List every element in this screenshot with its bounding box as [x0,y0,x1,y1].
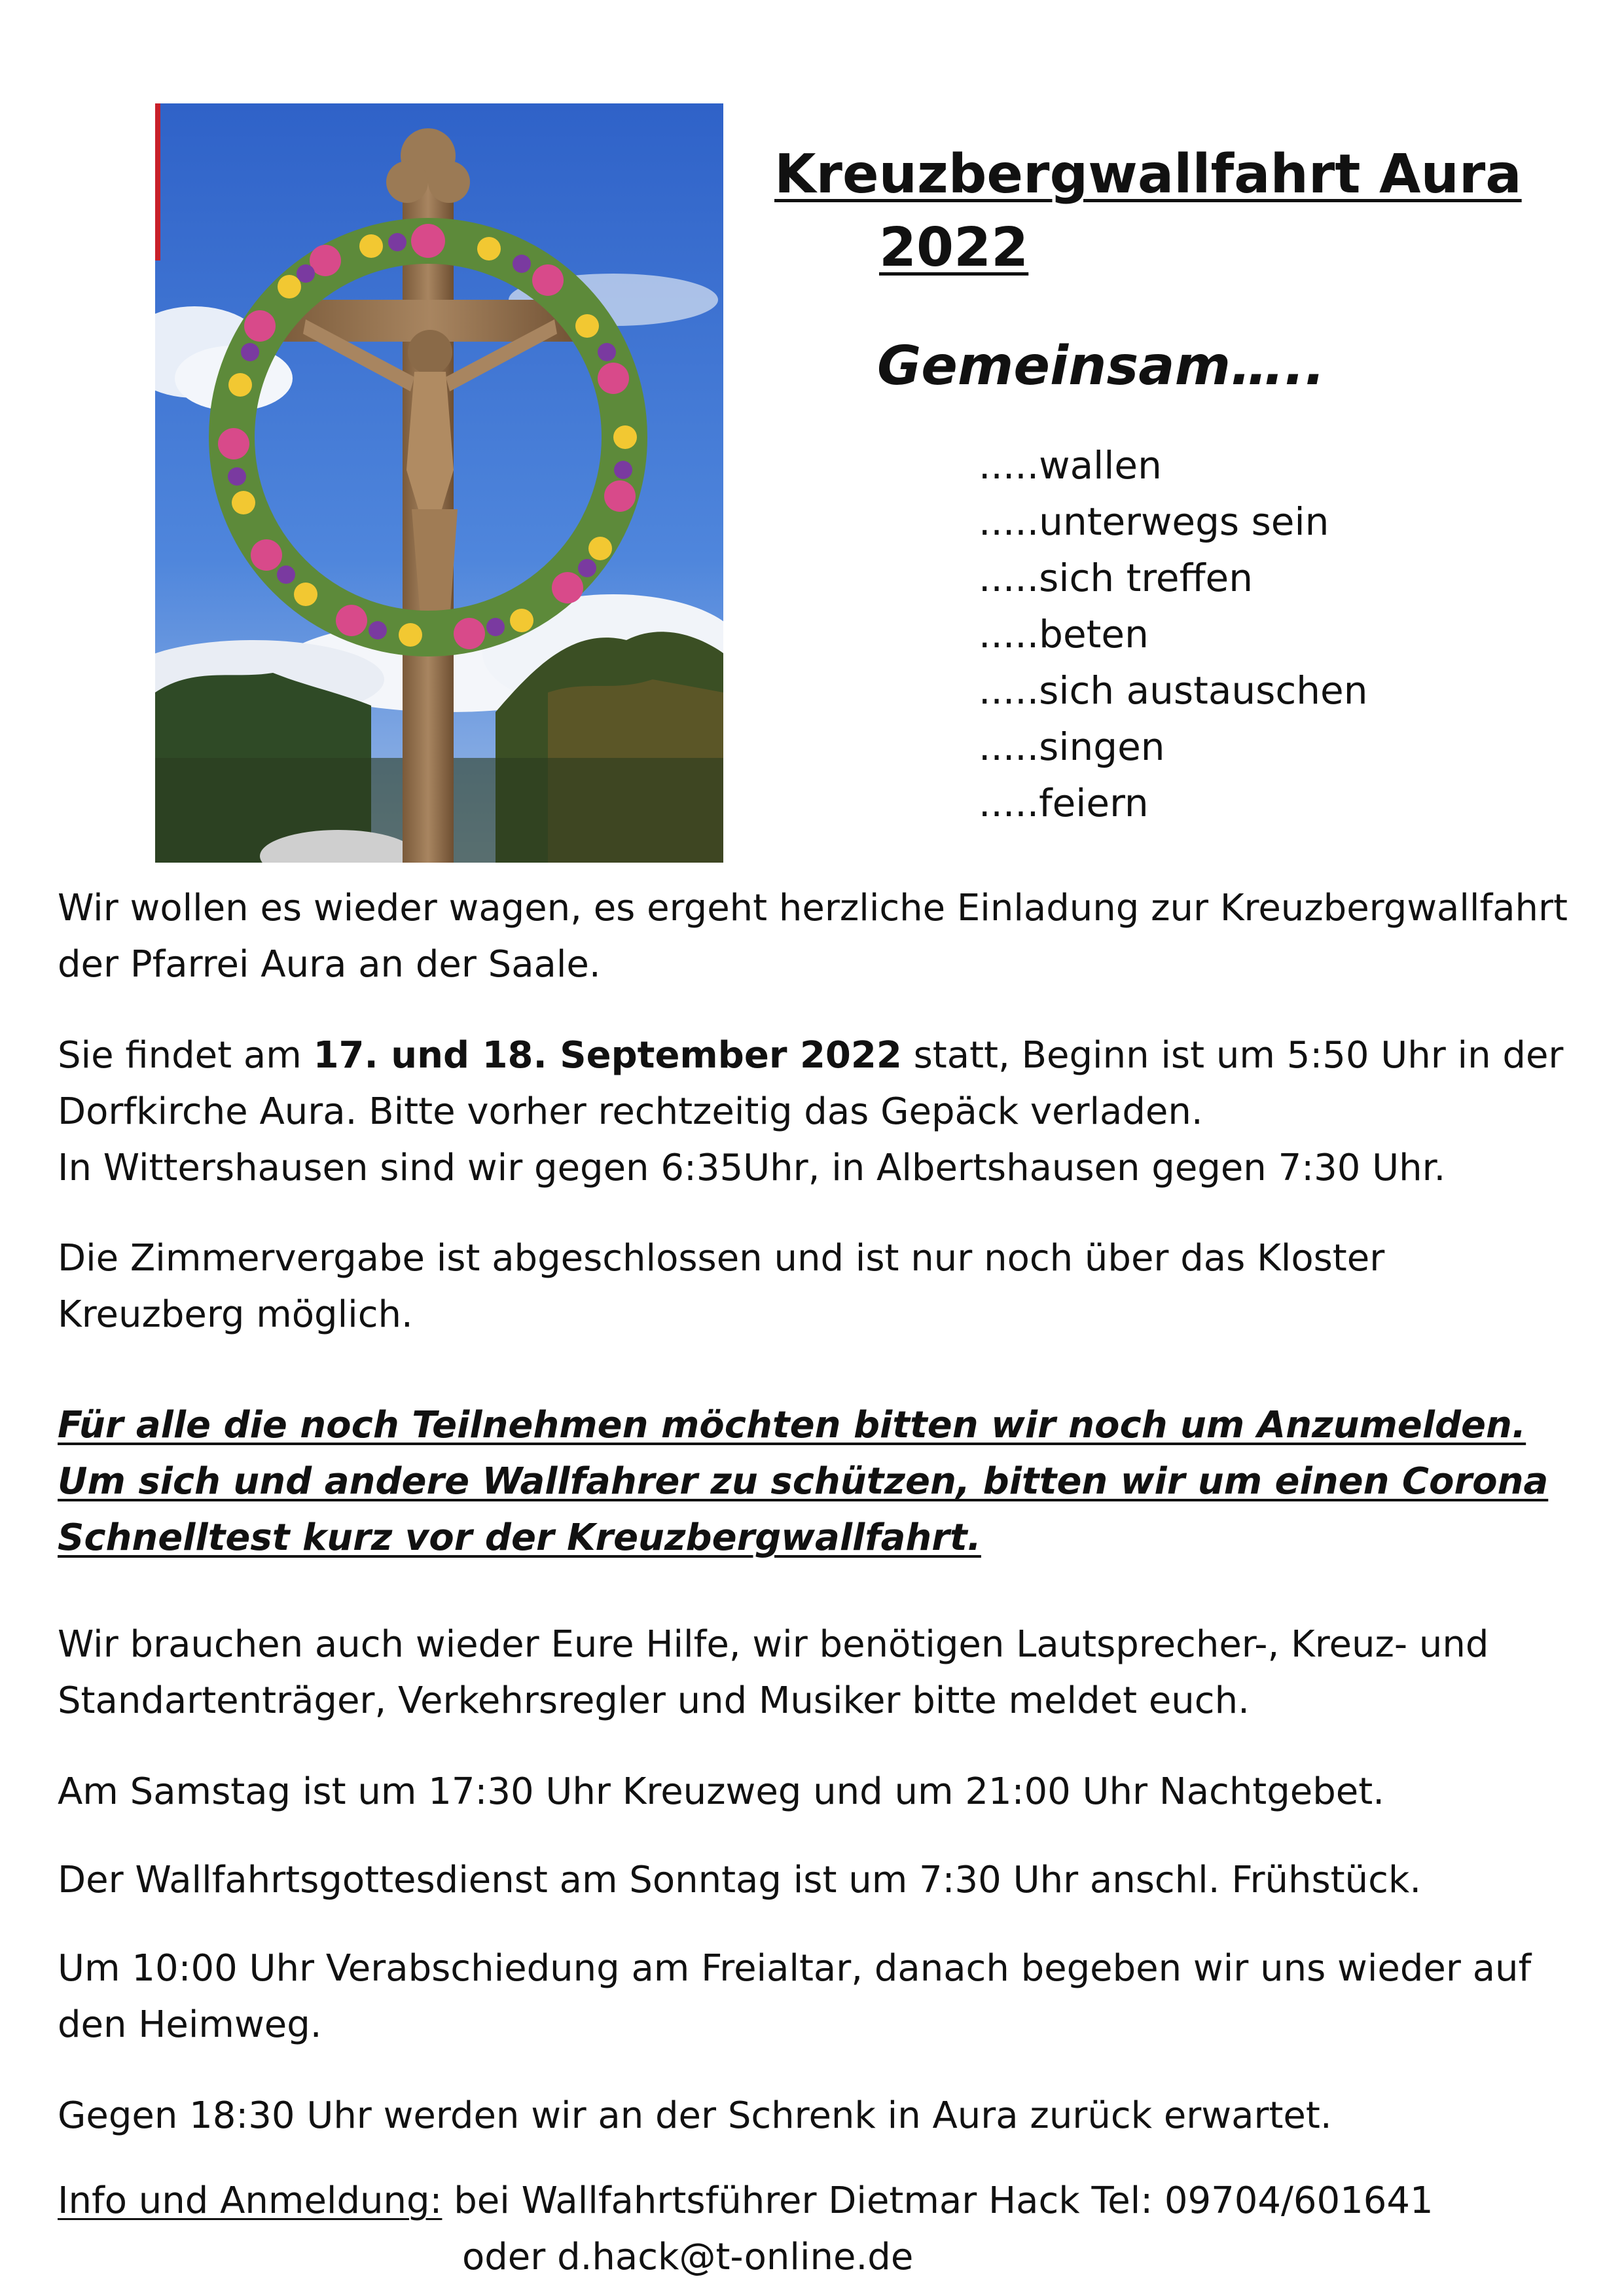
event-date: 17. und 18. September 2022 [313,1034,902,1077]
date-paragraph [58,1028,1576,1196]
activity-item: .....unterwegs sein [979,499,1329,544]
sunday-service: Der Wallfahrtsgottesdienst am Sonntag ist um 7:30 Uhr anschl. Frühstück. [58,1859,1422,1901]
date-text-b: statt, Beginn ist um 5:50 Uhr in der Dorfkirche Aura. Bitte vorher rechtzeitig das Gepäck verladen. [58,1034,1564,1133]
help-paragraph: Wir brauchen auch wieder Eure Hilfe, wir benötigen Lautsprecher-, Kreuz- und Standartenträger, Verkehrsregler und Musiker bitte meldet euch. [58,1623,1489,1722]
notice-line: Für alle die noch Teilnehmen möchten bitten wir noch um Anzumelden. [58,1404,1526,1446]
contact-info [58,2173,1576,2286]
date-text-c: In Wittershausen sind wir gegen 6:35Uhr, in Albertshausen gegen 7:30 Uhr. [58,1147,1446,1189]
motto: Gemeinsam….. [877,335,1326,397]
registration-notice [58,1397,1576,1566]
invitation-paragraph: Wir wollen es wieder wagen, es ergeht herzliche Einladung zur Kreuzbergwallfahrt der Pfarrei Aura an der Saale. [58,887,1568,986]
farewell-paragraph: Um 10:00 Uhr Verabschiedung am Freialtar, danach begeben wir uns wieder auf den Heimweg. [58,1947,1532,2046]
contact-label: Info und Anmeldung: [58,2179,442,2222]
contact-line-1: bei Wallfahrtsführer Dietmar Hack Tel: 09704/601641 [442,2179,1434,2222]
activity-item: .....singen [979,725,1165,769]
return-paragraph: Gegen 18:30 Uhr werden wir an der Schrenk in Aura zurück erwartet. [58,2094,1332,2137]
activity-item: .....feiern [979,781,1149,825]
contact-email[interactable]: oder d.hack@t-online.de [462,2236,914,2278]
page-title [774,143,1522,281]
activity-item: .....beten [979,612,1149,656]
wayside-cross-photo [155,103,723,863]
activity-item: .....wallen [979,443,1162,488]
notice-line: Schnelltest kurz vor der Kreuzbergwallfahrt. [58,1516,981,1559]
activity-item: .....sich treffen [979,556,1253,600]
date-text-a: Sie findet am [58,1034,314,1077]
saturday-schedule: Am Samstag ist um 17:30 Uhr Kreuzweg und um 21:00 Uhr Nachtgebet. [58,1770,1385,1813]
title-year: 2022 [879,217,1029,279]
notice-line: Um sich und andere Wallfahrer zu schützen, bitten wir um einen Corona [58,1460,1549,1503]
rooms-paragraph: Die Zimmervergabe ist abgeschlossen und ist nur noch über das Kloster Kreuzberg möglich. [58,1237,1385,1336]
activity-list [979,437,1367,831]
activity-item: .....sich austauschen [979,668,1368,713]
title-line-1: Kreuzbergwallfahrt Aura [774,143,1522,206]
